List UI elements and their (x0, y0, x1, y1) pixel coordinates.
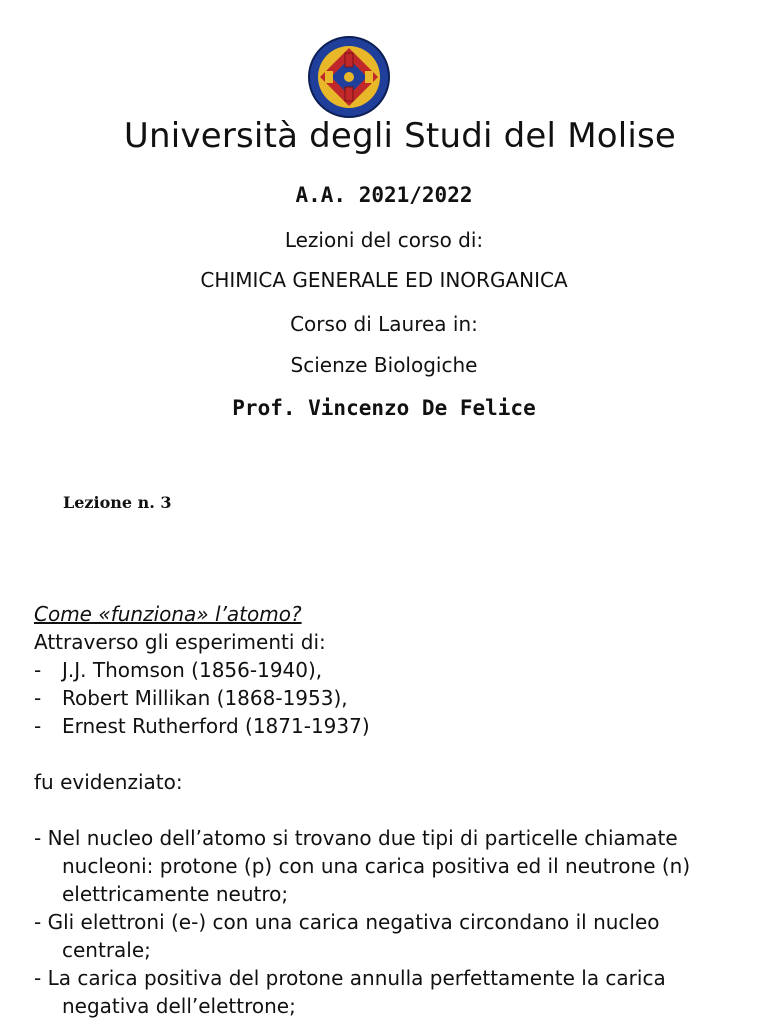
finding-nucleons: - Nel nucleo dell’atomo si trovano due tipi di particelle chiamate nucleoni: protone (p) con una carica positiva ed il neutrone (n) elettricamente neutro; (34, 826, 691, 906)
degree-intro: Corso di Laurea in: (290, 312, 478, 336)
spacer (34, 740, 754, 768)
section-heading: Come «funziona» l’atomo? (34, 602, 302, 626)
scientist-millikan: Robert Millikan (1868-1953), (62, 686, 348, 710)
list-item (34, 712, 754, 740)
list-dash: - (34, 686, 42, 710)
scientist-thomson: J.J. Thomson (1856-1940), (62, 658, 323, 682)
lesson-number: Lezione n. 3 (63, 493, 172, 512)
result-intro: fu evidenziato: (34, 770, 183, 794)
course-name: CHIMICA GENERALE ED INORGANICA (200, 268, 568, 292)
degree-name: Scienze Biologiche (290, 353, 478, 377)
university-name: Università degli Studi del Molise (123, 116, 677, 156)
list-dash: - (34, 714, 42, 738)
intro-text: Attraverso gli esperimenti di: (34, 630, 326, 654)
list-item (34, 656, 754, 684)
lesson-content (34, 600, 754, 1020)
professor-name: Prof. Vincenzo De Felice (232, 396, 536, 420)
course-intro: Lezioni del corso di: (284, 228, 484, 252)
list-item (34, 684, 754, 712)
list-dash: - (34, 658, 42, 682)
university-seal-icon (307, 35, 391, 119)
academic-year: A.A. 2021/2022 (295, 183, 473, 207)
finding-charge: - La carica positiva del protone annulla perfettamente la carica negativa dell’elettrone; (34, 966, 666, 1018)
scientist-rutherford: Ernest Rutherford (1871-1937) (62, 714, 370, 738)
spacer (34, 796, 754, 824)
finding-electrons: - Gli elettroni (e-) con una carica negativa circondano il nucleo centrale; (34, 910, 660, 962)
